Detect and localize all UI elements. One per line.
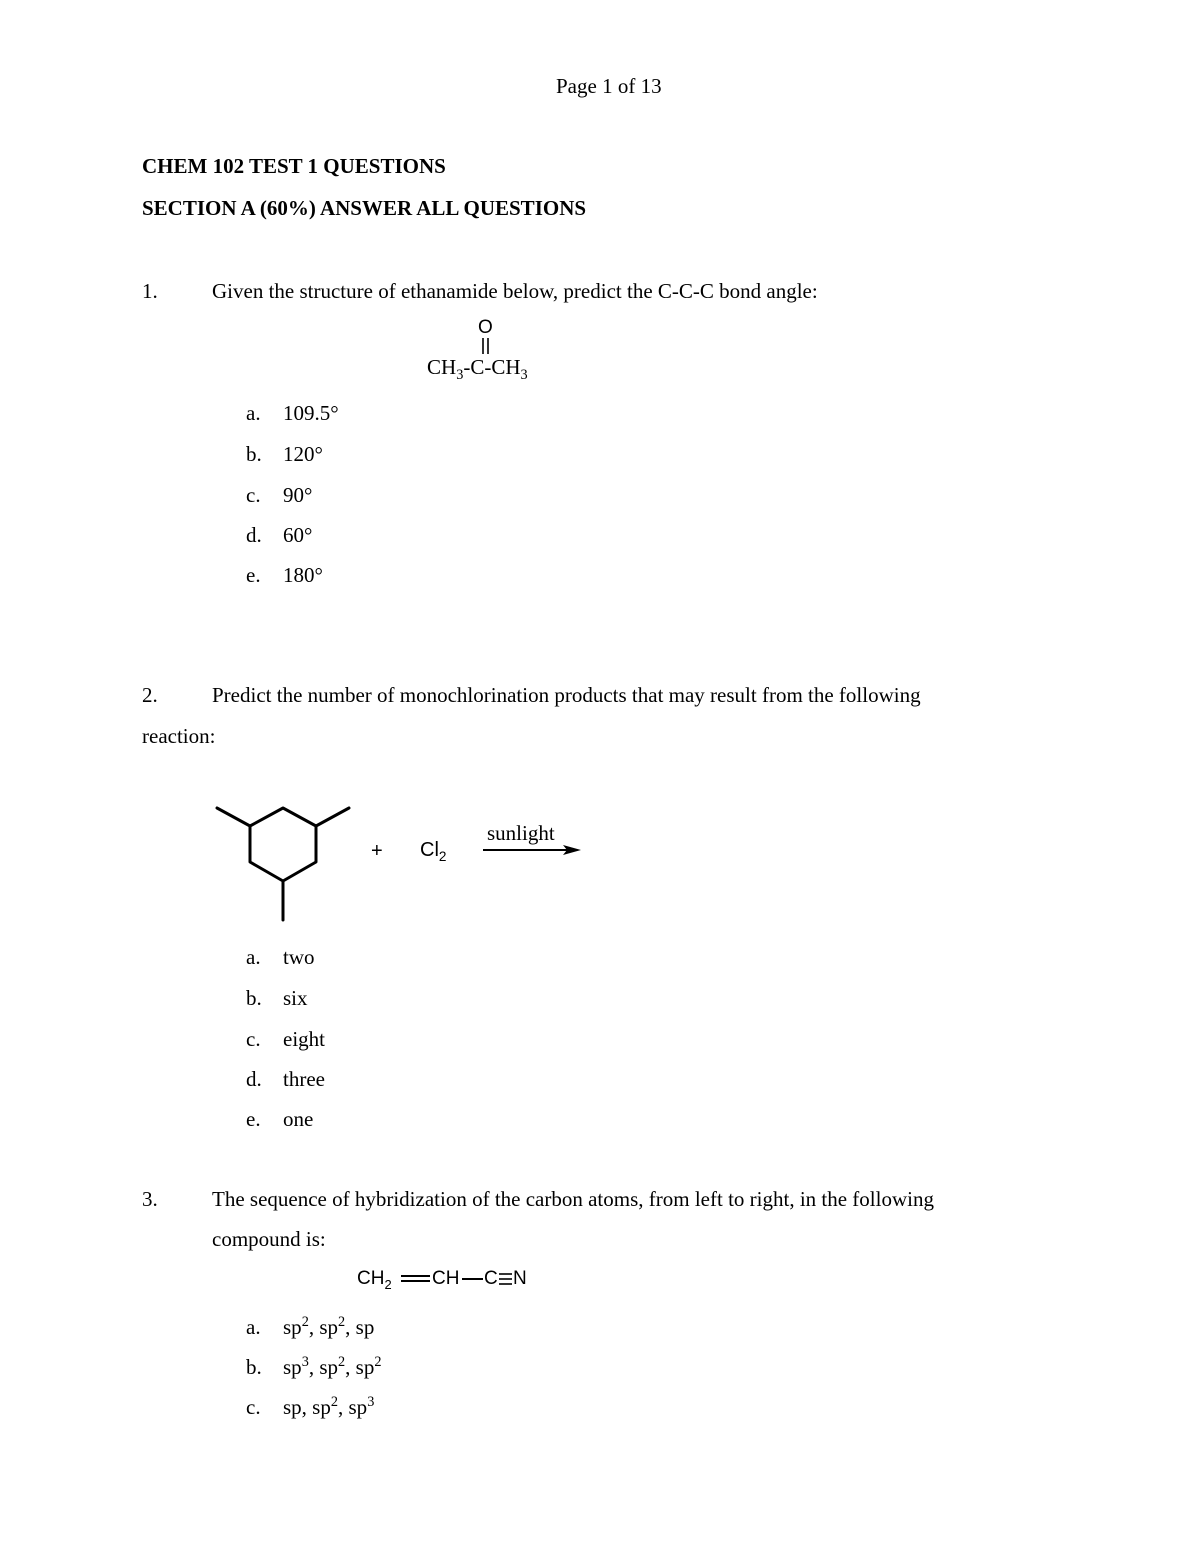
option-letter: b. — [246, 1355, 262, 1379]
reagent-sub: 2 — [438, 849, 447, 864]
hybrid-sup: 2 — [374, 1354, 382, 1370]
option-letter: b. — [246, 986, 262, 1010]
question-3-text-line2: compound is: — [212, 1227, 326, 1251]
option-letter: a. — [246, 1315, 261, 1339]
option-row[interactable] — [246, 1067, 446, 1091]
reagent-chlorine — [420, 839, 447, 864]
section-heading: SECTION A (60%) ANSWER ALL QUESTIONS — [142, 196, 587, 220]
chain-left-sub: 3 — [456, 367, 464, 384]
option-row[interactable] — [246, 945, 446, 969]
hybrid-sup: 2 — [330, 1394, 338, 1410]
option-text: 60° — [283, 523, 313, 547]
double-bond-icon — [400, 1271, 432, 1287]
option-text: 90° — [283, 483, 313, 507]
option-letter: c. — [246, 1395, 261, 1419]
hybrid-text: sp, sp — [283, 1395, 331, 1419]
option-row[interactable] — [246, 1107, 446, 1131]
hybrid-text: sp — [283, 1315, 302, 1339]
compound-ch2-text: CH — [357, 1268, 385, 1289]
trimethylcyclohexane-icon — [205, 795, 365, 930]
option-letter: c. — [246, 483, 261, 507]
option-letter: a. — [246, 945, 261, 969]
page-number: Page 1 of 13 — [556, 74, 662, 98]
hybrid-sup: 2 — [338, 1354, 346, 1370]
compound-c: C — [484, 1268, 498, 1289]
test-title: CHEM 102 TEST 1 QUESTIONS — [142, 154, 446, 178]
hybrid-sup: 3 — [301, 1354, 309, 1370]
option-row[interactable] — [246, 1395, 506, 1421]
hybrid-text: , sp — [308, 1355, 339, 1379]
reagent-symbol: Cl — [420, 839, 439, 861]
single-bond-icon — [461, 1271, 485, 1287]
option-row[interactable] — [246, 401, 446, 425]
question-2-text-line2: reaction: — [142, 724, 216, 748]
option-text: two — [283, 945, 315, 969]
option-letter: e. — [246, 1107, 261, 1131]
option-row[interactable] — [246, 483, 446, 507]
option-letter: d. — [246, 1067, 262, 1091]
option-text — [283, 1395, 374, 1420]
option-text: three — [283, 1067, 325, 1091]
ethanamide-chain — [427, 355, 528, 384]
option-row[interactable] — [246, 442, 446, 466]
reaction-plus: + — [371, 840, 383, 862]
compound-ch2-sub: 2 — [384, 1276, 392, 1292]
option-letter: d. — [246, 523, 262, 547]
option-text: eight — [283, 1027, 325, 1051]
question-1-number: 1. — [142, 279, 158, 303]
option-row[interactable] — [246, 1315, 506, 1341]
compound-ch2 — [357, 1268, 392, 1292]
option-text — [283, 1355, 381, 1380]
option-text — [283, 1315, 374, 1340]
hybrid-text: sp — [283, 1355, 302, 1379]
option-row[interactable] — [246, 1027, 446, 1051]
option-letter: c. — [246, 1027, 261, 1051]
option-text: six — [283, 986, 308, 1010]
question-3-number: 3. — [142, 1187, 158, 1211]
reaction-arrow-icon — [481, 843, 586, 857]
question-2-text-line1: Predict the number of monochlorination products that may result from the following — [212, 683, 921, 707]
chain-right-sub: 3 — [520, 367, 528, 384]
question-3-text-line1: The sequence of hybridization of the carbon atoms, from left to right, in the following — [212, 1187, 934, 1211]
carbonyl-oxygen: O — [478, 317, 493, 338]
hybrid-text: , sp — [345, 1355, 375, 1379]
compound-n: N — [513, 1268, 527, 1289]
option-text: 120° — [283, 442, 323, 466]
option-row[interactable] — [246, 986, 446, 1010]
option-row[interactable] — [246, 523, 446, 547]
question-2-number: 2. — [142, 683, 158, 707]
triple-bond-icon — [498, 1271, 513, 1287]
hybrid-text: , sp — [338, 1395, 368, 1419]
hybrid-sup: 3 — [367, 1394, 375, 1410]
compound-ch: CH — [432, 1268, 460, 1289]
option-letter: a. — [246, 401, 261, 425]
reaction-condition: sunlight — [487, 821, 555, 845]
option-row[interactable] — [246, 563, 446, 587]
option-letter: b. — [246, 442, 262, 466]
double-bond-icon — [480, 336, 492, 356]
option-text: 109.5° — [283, 401, 339, 425]
hybrid-text: , sp — [345, 1315, 375, 1339]
hybrid-sup: 2 — [301, 1314, 309, 1330]
option-text: one — [283, 1107, 314, 1131]
hybrid-sup: 2 — [338, 1314, 346, 1330]
chain-mid: -C-CH — [463, 355, 521, 379]
option-row[interactable] — [246, 1355, 506, 1381]
chain-left: CH — [427, 355, 457, 379]
option-letter: e. — [246, 563, 261, 587]
question-1-text: Given the structure of ethanamide below, predict the C-C-C bond angle: — [212, 279, 818, 303]
option-text: 180° — [283, 563, 323, 587]
hybrid-text: , sp — [308, 1315, 339, 1339]
